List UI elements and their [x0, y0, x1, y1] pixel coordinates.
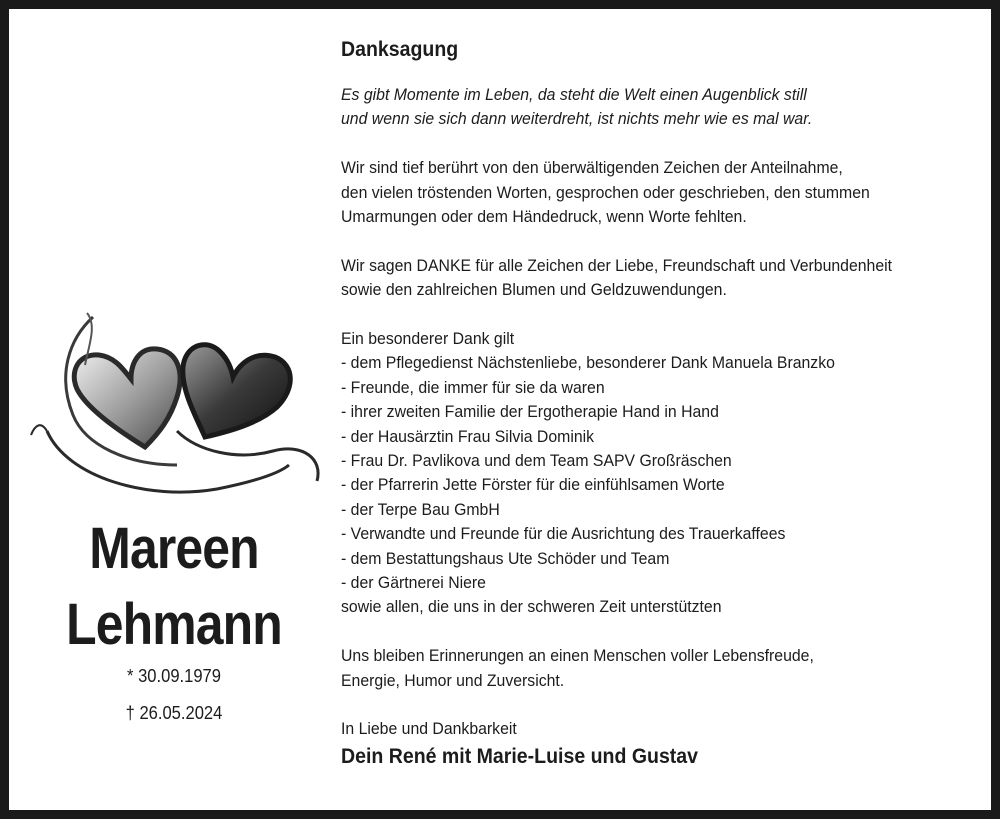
list-item: - Verwandte und Freunde für die Ausrichtung des Trauerkaffees	[341, 524, 786, 544]
closing-line: In Liebe und Dankbarkeit	[341, 719, 517, 739]
list-item: - der Pfarrerin Jette Förster für die einfühlsamen Worte	[341, 475, 725, 495]
text-line: Umarmungen oder dem Händedruck, wenn Worte fehlten.	[341, 207, 747, 227]
list-item: - der Hausärztin Frau Silvia Dominik	[341, 426, 595, 446]
text-line: sowie den zahlreichen Blumen und Geldzuwendungen.	[341, 280, 727, 300]
paragraph-sympathy	[341, 156, 981, 229]
thanks-intro: Ein besonderer Dank gilt	[341, 329, 515, 349]
list-item: - ihrer zweiten Familie der Ergotherapie Hand in Hand	[341, 402, 719, 422]
quote-line: und wenn sie sich dann weiterdreht, ist nichts mehr wie es mal war.	[341, 109, 813, 129]
deceased-first-name: Mareen	[89, 516, 259, 581]
text-line: Wir sind tief berührt von den überwältigenden Zeichen der Anteilnahme,	[341, 158, 843, 178]
notice-heading: Danksagung	[341, 38, 459, 61]
text-line: Uns bleiben Erinnerungen an einen Menschen voller Lebensfreude,	[341, 646, 814, 666]
signature: Dein René mit Marie-Luise und Gustav	[341, 744, 699, 768]
death-date: † 26.05.2024	[125, 703, 223, 723]
obituary-notice	[9, 9, 991, 810]
thanks-list	[341, 327, 981, 620]
memorial-column	[9, 9, 339, 810]
quote-block	[341, 83, 981, 132]
text-line: Energie, Humor und Zuversicht.	[341, 670, 565, 690]
list-item: - der Gärtnerei Niere	[341, 573, 486, 593]
deceased-last-name: Lehmann	[66, 592, 282, 657]
thanks-text-column	[341, 35, 981, 772]
list-item: - Frau Dr. Pavlikova und dem Team SAPV Großräschen	[341, 451, 732, 471]
birth-date: * 30.09.1979	[127, 666, 221, 686]
list-item: - Freunde, die immer für sie da waren	[341, 377, 605, 397]
thanks-outro: sowie allen, die uns in der schweren Zeit unterstützten	[341, 597, 722, 617]
text-line: den vielen tröstenden Worten, gesprochen oder geschrieben, den stummen	[341, 182, 870, 202]
list-item: - dem Bestattungshaus Ute Schöder und Team	[341, 548, 670, 568]
quote-line: Es gibt Momente im Leben, da steht die Welt einen Augenblick still	[341, 85, 807, 104]
two-hearts-icon	[27, 305, 323, 505]
paragraph-memories	[341, 644, 981, 693]
list-item: - dem Pflegedienst Nächstenliebe, besonderer Dank Manuela Branzko	[341, 353, 835, 373]
text-line: Wir sagen DANKE für alle Zeichen der Liebe, Freundschaft und Verbundenheit	[341, 255, 893, 275]
list-item: - der Terpe Bau GmbH	[341, 499, 500, 519]
paragraph-thanks	[341, 254, 981, 303]
